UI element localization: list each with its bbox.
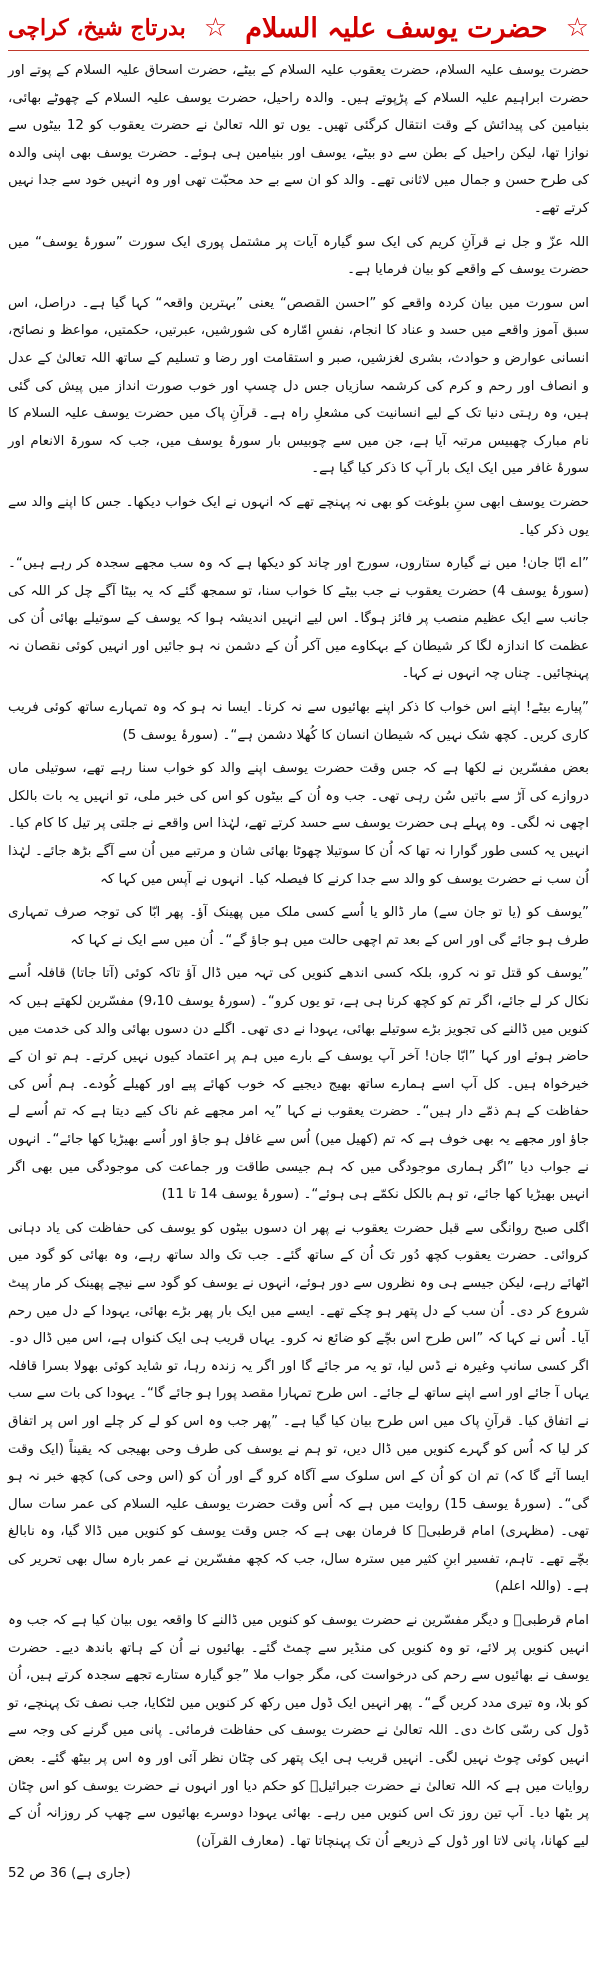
- paragraph: حضرت یوسف ابھی سنِ بلوغت کو بھی نہ پہنچے تھے کہ انہوں نے ایک خواب دیکھا۔ جس کا اپنے والد سے یوں ذکر کیا۔: [8, 494, 589, 538]
- star-icon: ☆: [565, 13, 589, 43]
- paragraph: ”پیارے بیٹے! اپنے اس خواب کا ذکر اپنے بھائیوں سے نہ کرنا۔ ایسا نہ ہو کہ وہ تمہارے ساتھ کوئی فریب کاری کریں۔ کچھ شک نہیں کہ شیطان انسان کا کُھلا دشمن ہے“۔ (سورۂ یوسف 5): [8, 700, 589, 743]
- paragraph: ”اے ابّا جان! میں نے گیارہ ستاروں، سورج اور چاند کو دیکھا ہے کہ وہ سب مجھے سجدہ کر رہے ہیں“۔ (سورۂ یوسف 4) حضرت یعقوب نے جب بیٹے کا خواب سنا، تو سمجھ گئے کہ یہ بیٹا آگے چل کر اللہ کی جانب سے ایک عظیم منصب پر فائز ہوگا۔ اس لیے انہیں اندیشہ ہوا کہ یوسف کے سوتیلے بھائی اُن کی عظمت کا اندازہ لگا کر شیطان کے بہکاوے میں آکر اُن کے دشمن نہ ہو جائیں اور انہیں کوئی نقصان نہ پہنچائیں۔ چناں چہ انہوں نے کہا۔: [8, 556, 589, 682]
- paragraph: بعض مفسّرین نے لکھا ہے کہ جس وقت حضرت یوسف اپنے والد کو خواب سنا رہے تھے، سوتیلی ماں دروازے کی آڑ سے باتیں سُن رہی تھی۔ جب وہ اُن کے بیٹوں کو اس کی خبر ملی، تو انہیں یہ بات بالکل اچھی نہ لگی۔ وہ پہلے ہی حضرت یوسف سے حسد کرتے تھے، لہٰذا اس واقعے نے جلتی پر تیل کا کام کیا۔ انہیں یہ کسی طور گوارا نہ تھا کہ اُن کا سوتیلا چھوٹا بھائی شان و مرتبے میں اُن سے آگے بڑھ جائے۔ لہٰذا اُن سب نے حضرت یوسف کو والد سے جدا کرنے کا فیصلہ کیا۔ انہوں نے آپس میں کہا کہ: [8, 761, 589, 887]
- article-title: حضرت یوسف علیہ السلام: [245, 12, 548, 44]
- paragraph: ”یوسف کو قتل تو نہ کرو، بلکہ کسی اندھے کنویں کی تہہ میں ڈال آؤ تاکہ کوئی (آتا جاتا) قافلہ اُسے نکال کر لے جائے، اگر تم کو کچھ کرنا ہی ہے، تو یوں کرو“۔ (سورۂ یوسف 9،10) مفسّرین لکھتے ہیں کہ کنویں میں ڈالنے کی تجویز بڑے سوتیلے بھائی، یہودا نے دی تھی۔ اگلے دن دسوں بھائی والد کی خدمت میں حاضر ہوئے اور کہا ”ابّا جان! آخر آپ یوسف کے بارے میں ہم پر اعتماد کیوں نہیں کرتے۔ ہم تو ان کے خیرخواہ ہیں۔ کل آپ اسے ہمارے ساتھ بھیج دیجیے کہ خوب کھائے پیے اور کھیلے کُودے۔ ہم اُس کی حفاظت کے ہم ذمّے دار ہیں“۔ حضرت یعقوب نے کہا ”یہ امر مجھے غم ناک کیے دیتا ہے کہ تم اُسے لے جاؤ اور مجھے یہ بھی خوف ہے کہ تم (کھیل میں) اُس سے غافل ہو جاؤ اور اُسے بھیڑیا کھا جائے“۔ انہوں نے جواب دیا ”اگر ہماری موجودگی میں کہ ہم جیسی طاقت ور جماعت کی موجودگی میں بھی اگر انہیں بھیڑیا کھا جائے، تو ہم بالکل نکمّے ہی ہوئے“۔ (سورۂ یوسف 14 تا 11): [8, 966, 589, 1203]
- paragraph: اگلی صبح روانگی سے قبل حضرت یعقوب نے پھر ان دسوں بیٹوں کو یوسف کی حفاظت کی یاد دہانی کروائی۔ حضرت یعقوب کچھ دُور تک اُن کے ساتھ گئے۔ جب تک والد ساتھ رہے، وہ بھائی کو گود میں اٹھائے رہے، لیکن جیسے ہی وہ نظروں سے دور ہوئے، انہوں نے یوسف کو گود سے نیچے پھینک کر مار پیٹ شروع کر دی۔ اُن سب کے دل پتھر ہو چکے تھے۔ ایسے میں ایک بار پھر بڑے بھائی، یہودا کے دل میں رحم آیا۔ اُس نے کہا کہ ”اس طرح اس بچّے کو ضائع نہ کرو۔ یہاں قریب ہی ایک کنواں ہے، اس میں ڈال دو۔ اگر کسی سانپ وغیرہ نے ڈس لیا، تو یہ مر جائے گا اور اگر یہ زندہ رہا، تو شاید کوئی بھولا بسرا قافلہ یہاں آ جائے اور اسے اپنے ساتھ لے جائے۔ اس طرح تمہارا مقصد پورا ہو جائے گا“۔ یہودا کی بات سے سب نے اتفاق کیا۔ قرآنِ پاک میں اس طرح بیان کیا گیا ہے۔ ”پھر جب وہ اس کو لے کر چلے اور اس پر اتفاق کر لیا کہ اُس کو گہرے کنویں میں ڈال دیں، تو ہم نے یوسف کی طرف وحی بھیجی کہ یقیناً (ایک وقت ایسا آئے گا کہ) تم ان کو اُن کے اس سلوک سے آگاہ کرو گے اور اُن کو (اس وحی کی) کچھ خبر نہ ہو گی“۔ (سورۂ یوسف 15) روایت میں ہے کہ اُس وقت حضرت یوسف علیہ السلام کی عمر سات سال تھی۔ (مظہری) امام قرطبیؒ کا فرمان بھی ہے کہ جس وقت یوسف کو کنویں میں ڈالا گیا، وہ نابالغ بچّے تھے۔ تاہم، تفسیر ابنِ کثیر میں سترہ سال، جب کہ کچھ مفسّرین نے عمر بارہ سال بھی تحریر کی ہے۔ (واللہ اعلم): [8, 1220, 589, 1595]
- article-body: [8, 57, 589, 1855]
- star-icon: ☆: [203, 13, 228, 43]
- paragraph: ”یوسف کو (یا تو جان سے) مار ڈالو یا اُسے کسی ملک میں پھینک آؤ۔ پھر ابّا کی توجہ صرف تمہاری طرف ہو جائے گی اور اس کے بعد تم اچھی حالت میں ہو جاؤ گے“۔ اُن میں سے ایک نے کہا کہ: [8, 905, 589, 948]
- paragraph: امام قرطبیؒ و دیگر مفسّرین نے حضرت یوسف کو کنویں میں ڈالنے کا واقعہ یوں بیان کیا ہے کہ جب وہ انہیں کنویں پر لائے، تو وہ کنویں کی منڈیر سے چمٹ گئے۔ بھائیوں نے اُن کے ہاتھ باندھ دیے۔ حضرت یوسف نے بھائیوں سے رحم کی درخواست کی، مگر جواب ملا ”جو گیارہ ستارے تجھے سجدہ کرتے ہیں، اُن کو بلا، وہ تیری مدد کریں گے“۔ پھر انہیں ایک ڈول میں رکھ کر کنویں میں لٹکایا، جب نصف تک پہنچے، تو ڈول کی رسّی کاٹ دی۔ اللہ تعالیٰ نے حضرت یوسف کی حفاظت فرمائی۔ پانی میں گرنے کی وجہ سے انہیں کوئی چوٹ نہیں لگی۔ انہیں قریب ہی ایک پتھر کی چٹان نظر آئی اور وہ اس پر بیٹھ گئے۔ بعض روایات میں ہے کہ اللہ تعالیٰ نے حضرت جبرائیلؑ کو حکم دیا اور انہوں نے حضرت یوسف کو اس چٹان پر بٹھا دیا۔ آپ تین روز تک اس کنویں میں رہے۔ بھائی یہودا دوسرے بھائیوں سے چھپ کر روزانہ اُن کے لیے کھانا، پانی لاتا اور ڈول کے ذریعے اُن تک پہنچاتا تھا۔ (معارف القرآن): [8, 1613, 589, 1849]
- paragraph: اس سورت میں بیان کردہ واقعے کو ”احسن القصص“ یعنی ”بہترین واقعہ“ کہا گیا ہے۔ دراصل، اس سبق آموز واقعے میں حسد و عناد کا انجام، نفسِ امّارہ کی شورشیں، عبرتیں، حکمتیں، مواعظ و نصائح، انسانی عوارض و حوادث، بشری لغزشیں، صبر و استقامت اور رضا و تسلیم کے ساتھ اللہ تعالیٰ کے عدل و انصاف اور رحم و کرم کی کرشمہ سازیاں جس دل چسپ اور خوب صورت انداز میں پیش کی گئی ہیں، وہ رہتی دنیا تک کے لیے انسانیت کی مشعلِ راہ ہے۔ قرآنِ پاک میں حضرت یوسف علیہ السلام کا نام مبارک چھبیس مرتبہ آیا ہے، جن میں سے چوبیس بار سورۂ یوسف میں، جب کہ سورۃ الانعام اور سورۂ غافر میں ایک ایک بار آپ کا ذکر کیا گیا ہے۔: [8, 295, 589, 477]
- page-footer: (جاری ہے) 36 ص 52: [8, 1866, 131, 1882]
- paragraph: اللہ عزّ و جل نے قرآنِ کریم کی ایک سو گیارہ آیات پر مشتمل پوری ایک سورت ”سورۂ یوسف“ میں حضرت یوسف کے واقعے کو بیان فرمایا ہے۔: [8, 234, 589, 278]
- article-header: [8, 6, 589, 51]
- paragraph: حضرت یوسف علیہ السلام، حضرت یعقوب علیہ السلام کے بیٹے، حضرت اسحاق علیہ السلام کے پوتے اور حضرت ابراہیم علیہ السلام کے پڑپوتے ہیں۔ والدہ راحیل، حضرت یوسف علیہ السلام کے چھوٹے بھائی، بنیامین کی پیدائش کے وقت انتقال کرگئی تھیں۔ یوں تو اللہ تعالیٰ نے حضرت یعقوب کو 12 بیٹوں سے نوازا تھا، لیکن راحیل کے بطن سے دو بیٹے، یوسف اور بنیامین ہی ہوئے۔ حضرت یوسف بھی اپنی والدہ کی طرح حسن و جمال میں لاثانی تھے۔ والد کو ان سے بے حد محبّت تھی اور وہ انہیں خود سے جدا نہیں کرتے تھے۔: [8, 63, 590, 216]
- author-byline: بدرتاج شیخ، کراچی: [8, 15, 186, 41]
